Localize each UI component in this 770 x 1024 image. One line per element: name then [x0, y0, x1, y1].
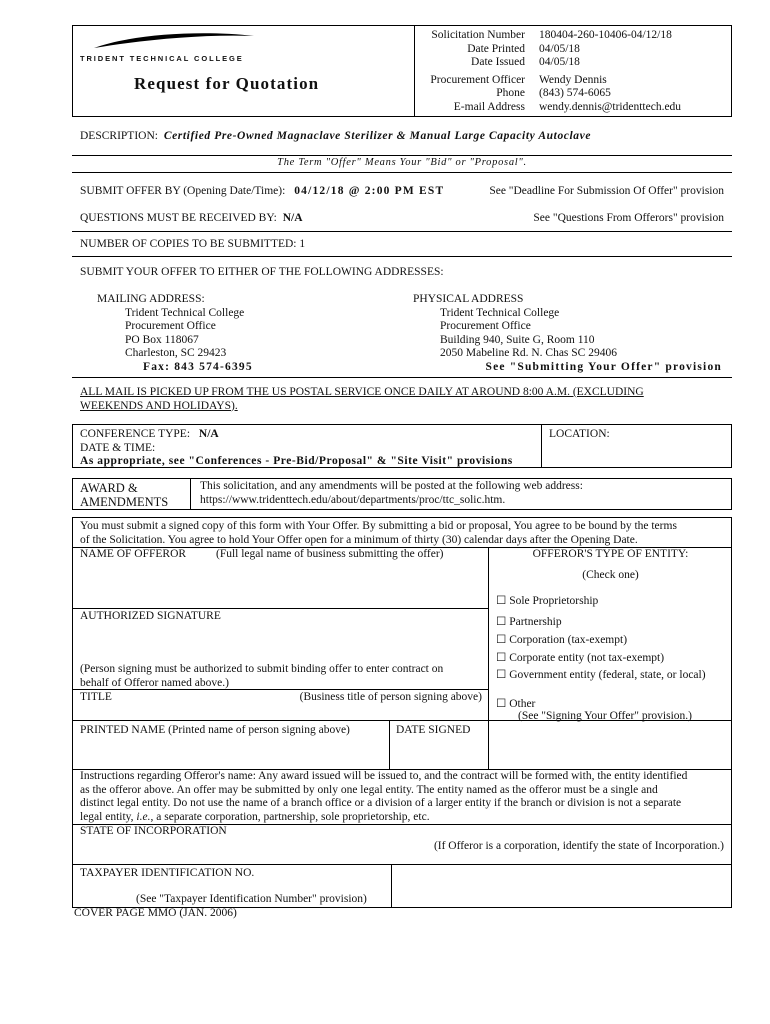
rule	[72, 231, 732, 232]
footer-form-id: COVER PAGE MMO (JAN. 2006)	[74, 907, 237, 919]
mailing-heading: MAILING ADDRESS:	[97, 293, 205, 305]
info-values	[539, 29, 681, 114]
entity-other-note: (See "Signing Your Offer" provision.)	[518, 710, 693, 722]
questions-value: N/A	[282, 212, 303, 224]
questions-label: QUESTIONS MUST BE RECEIVED BY:	[80, 212, 277, 224]
entity-option-label: Partnership	[509, 616, 562, 628]
logo-text: TRIDENT TECHNICAL COLLEGE	[80, 54, 244, 63]
printed-name-field[interactable]	[76, 740, 384, 766]
checkbox-icon[interactable]: ☐	[496, 652, 507, 664]
authorized-signature-label: AUTHORIZED SIGNATURE	[80, 610, 221, 622]
mailing-line: Charleston, SC 29423	[125, 347, 227, 359]
term-note: The Term "Offer" Means Your "Bid" or "Proposal".	[277, 157, 527, 168]
entity-option-label: Government entity (federal, state, or local)	[509, 669, 706, 681]
conference-type-label: CONFERENCE TYPE:	[80, 428, 191, 440]
taxpayer-id-label: TAXPAYER IDENTIFICATION NO.	[80, 867, 255, 879]
physical-line: 2050 Mabeline Rd. N. Chas SC 29406	[440, 347, 617, 359]
mailing-line: PO Box 118067	[125, 333, 199, 346]
entity-option-label: Sole Proprietorship	[509, 595, 599, 607]
printed-name-label: PRINTED NAME (Printed name of person signing above)	[80, 724, 350, 736]
rule	[72, 377, 732, 378]
taxpayer-divider	[391, 864, 392, 908]
checkbox-icon[interactable]: ☐	[496, 634, 507, 646]
entity-option-partnership[interactable]	[496, 614, 562, 628]
entity-option-label: Corporation (tax-exempt)	[509, 634, 628, 646]
signature-hint: (Person signing must be authorized to submit binding offer to enter contract on behalf of Offeror named above.)	[80, 663, 444, 689]
title-label: TITLE	[80, 691, 112, 703]
checkbox-icon[interactable]: ☐	[496, 595, 507, 607]
submit-provision: See "Deadline For Submission Of Offer" provision	[489, 185, 724, 197]
date-printed: 04/05/18	[539, 42, 580, 55]
name-of-offeror-hint: (Full legal name of business submitting the offer)	[216, 548, 444, 560]
info-label: E-mail Address	[453, 100, 525, 113]
info-label: Date Issued	[471, 56, 525, 68]
state-of-incorporation-hint: (If Offeror is a corporation, identify the state of Incorporation.)	[433, 840, 724, 852]
rule	[72, 155, 732, 156]
email-address: wendy.dennis@tridenttech.edu	[539, 100, 682, 113]
info-label: Phone	[496, 87, 525, 99]
entity-option-sole-proprietorship[interactable]	[496, 593, 598, 607]
rule	[72, 608, 488, 609]
entity-option-corporation-tax-exempt[interactable]	[496, 632, 627, 646]
solicitation-url: https://www.tridenttech.edu/about/departments/proc/ttc_solic.htm.	[200, 493, 506, 506]
entity-heading: OFFEROR'S TYPE OF ENTITY:	[532, 548, 689, 560]
conference-datetime-label: DATE & TIME:	[80, 441, 156, 454]
name-of-offeror-label: NAME OF OFFEROR	[80, 548, 187, 560]
trident-logo-swoosh	[92, 28, 257, 52]
date-divider	[389, 720, 390, 769]
date-issued: 04/05/18	[539, 56, 580, 68]
state-of-incorporation-label: STATE OF INCORPORATION	[80, 825, 227, 837]
entity-check-one: (Check one)	[582, 569, 639, 581]
questions-deadline	[80, 212, 303, 224]
copies: NUMBER OF COPIES TO BE SUBMITTED: 1	[80, 238, 306, 250]
offeror-name-instructions: Instructions regarding Offeror's name: Any award issued will be issued to, and the contract will be formed with, the entity identified as the offeror above. An offer may be submitted by only one legal entity. The entity named as the offeror must be a single and distinct legal entity. Do not use the name of a branch office or a division of a larger entity if the branch or division is not a separate legal entity, i.e., a separate corporation, partnership, sole proprietorship, etc.	[80, 770, 688, 823]
taxpayer-id-field[interactable]	[395, 868, 728, 904]
date-signed-label: DATE SIGNED	[396, 724, 471, 736]
taxpayer-id-hint: (See "Taxpayer Identification Number" provision)	[136, 893, 367, 905]
checkbox-icon[interactable]: ☐	[496, 698, 507, 710]
procurement-officer: Wendy Dennis	[539, 73, 607, 86]
fax-number: Fax: 843 574-6395	[143, 360, 253, 373]
award-divider	[190, 478, 191, 510]
title-field[interactable]	[76, 705, 484, 718]
name-of-offeror-field[interactable]	[76, 566, 484, 604]
info-label: Date Printed	[467, 42, 525, 55]
rule	[72, 172, 732, 173]
mailing-address	[97, 293, 253, 374]
conference-divider	[541, 424, 542, 468]
physical-note: See "Submitting Your Offer" provision	[485, 361, 722, 373]
questions-provision: See "Questions From Offerors" provision	[533, 212, 724, 224]
physical-address	[413, 293, 617, 361]
info-labels	[415, 29, 525, 114]
entity-option-label: Other	[509, 698, 536, 710]
conference-info	[80, 428, 513, 469]
award-label: AWARD & AMENDMENTS	[80, 481, 169, 509]
info-label: Solicitation Number	[431, 29, 525, 41]
physical-line: Building 940, Suite G, Room 110	[440, 333, 595, 346]
mailing-line: Trident Technical College	[125, 306, 245, 319]
agreement-text: You must submit a signed copy of this form with Your Offer. By submitting a bid or proposal, You agree to be bound by the terms of the Solicitation. You agree to hold Your Offer open for a minimum of thirty (30) calendar days after the Opening Date.	[80, 520, 677, 546]
description-value: Certified Pre-Owned Magnaclave Sterilizer & Manual Large Capacity Autoclave	[163, 130, 592, 142]
award-text: This solicitation, and any amendments will be posted at the following web address: https://www.tridenttech.edu/about/departments/proc/ttc_solic.htm.	[200, 480, 583, 506]
description	[80, 130, 591, 142]
submit-value: 04/12/18 @ 2:00 PM EST	[294, 185, 445, 197]
submit-offer-by	[80, 185, 444, 197]
entity-option-government[interactable]	[496, 667, 706, 681]
description-label: DESCRIPTION:	[80, 130, 158, 142]
entity-option-corporate-entity[interactable]	[496, 650, 664, 664]
title-hint: (Business title of person signing above)	[299, 691, 482, 703]
mail-notice: ALL MAIL IS PICKED UP FROM THE US POSTAL SERVICE ONCE DAILY AT AROUND 8:00 A.M. (EXCLUDING WEEKENDS AND HOLIDAYS).	[80, 386, 644, 412]
authorized-signature-field[interactable]	[76, 626, 484, 660]
checkbox-icon[interactable]: ☐	[496, 669, 507, 681]
phone: (843) 574-6065	[539, 87, 611, 99]
entity-option-other[interactable]	[496, 696, 535, 710]
physical-line: Procurement Office	[440, 320, 531, 332]
entity-option-label: Corporate entity (not tax-exempt)	[509, 652, 665, 664]
physical-heading: PHYSICAL ADDRESS	[413, 293, 524, 305]
page-title: Request for Quotation	[134, 74, 320, 93]
date-signed-field[interactable]	[392, 740, 486, 766]
physical-line: Trident Technical College	[440, 306, 560, 319]
solicitation-number: 180404-260-10406-04/12/18	[539, 29, 672, 41]
state-of-incorporation-field[interactable]	[76, 841, 356, 859]
rule	[72, 864, 732, 865]
addresses-heading: SUBMIT YOUR OFFER TO EITHER OF THE FOLLOWING ADDRESSES:	[80, 266, 444, 278]
rule	[72, 256, 732, 257]
conference-type-value: N/A	[198, 428, 219, 440]
mailing-line: Procurement Office	[125, 320, 216, 332]
conference-note: As appropriate, see "Conferences - Pre-Bid/Proposal" & "Site Visit" provisions	[80, 455, 513, 467]
checkbox-icon[interactable]: ☐	[496, 616, 507, 628]
submit-label: SUBMIT OFFER BY (Opening Date/Time):	[80, 185, 286, 197]
location-label: LOCATION:	[549, 428, 610, 440]
info-label: Procurement Officer	[430, 73, 525, 86]
